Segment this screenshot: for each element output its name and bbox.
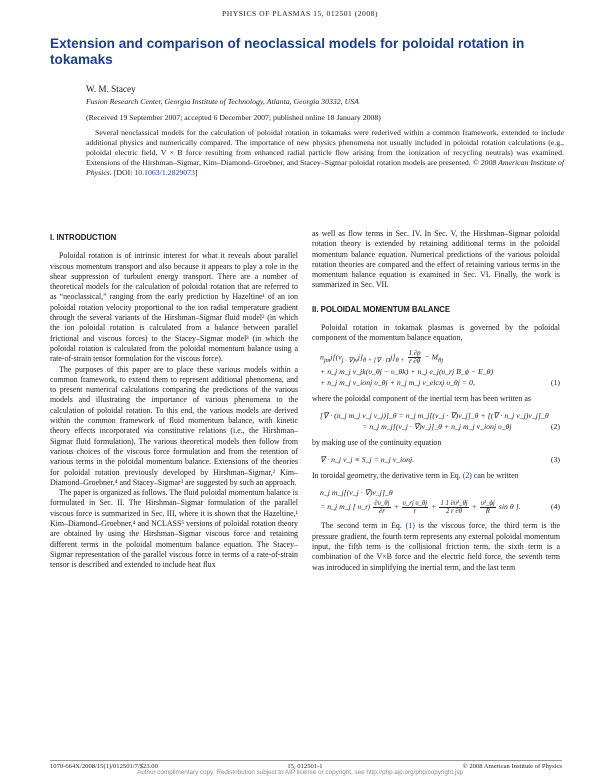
pmb-paragraph-3: by making use of the continuity equation [312, 437, 442, 447]
eq4-fraction-3 [439, 500, 468, 515]
intro-paragraph-2: The purposes of this paper are to place these various models within a common framework, to extend them to represent additional phenomena, and to present numerical calculations comparing the predictions of the various models and illustrating the importance of various phenomena to the calculation of poloidal rotation. To this end, the various models are derived within the common framework of fluid momentum balance, with kinetic theory effects incorporated via constitutive relations (i.e., the Hirshman–Sigmar fluid formulation). The various theoretical models then follow from various choices of the viscous force formulation and from the retention of various terms in the poloidal momentum balance. Extensions of the theories for poloidal rotation previously developed by Hirshman–Sigmar,² Kim–Diamond–Groebner,⁴ and Stacey–Sigmar³ are suggested by such an approach. [50, 364, 298, 487]
eq1-line3-text: + n_j m_j ν_ionj υ_θj + n_j m_j ν_elcxj υ_θj = 0, [320, 377, 475, 387]
eq1-sub: θ + [∇ · Π [362, 356, 391, 364]
equation-1-number: (1) [550, 377, 560, 387]
eq1-term: n [320, 351, 324, 361]
eq4-f2-top: υ_rj υ_θj [402, 500, 428, 508]
footer-divider [50, 760, 562, 761]
pmb-paragraph-1: Poloidal rotation in tokamak plasmas is governed by the poloidal component of the momentum balance equation, [312, 323, 560, 343]
footer-page-number: 15, 012501-1 [287, 763, 323, 770]
equation-3-number: (3) [550, 455, 560, 465]
eq1-sub: θ + [395, 356, 405, 364]
eq1-sub: j · ∇)v [341, 356, 358, 364]
eq2-line2-text: = n_j m_j[(v_j · ∇)v_j]_θ + n_j m_j ν_ionj υ_θj [362, 421, 512, 431]
doi-link[interactable]: 10.1063/1.2829073 [134, 168, 195, 178]
eq1-term: j[(v [330, 351, 342, 361]
eq4-f4-bot: R [485, 508, 490, 516]
intro-paragraph-3: The paper is organized as follows. The fluid poloidal momentum balance is formulated in Sec. II. The Hirshman–Sigmar formulation of the parallel viscous force is summarized in Sec. III, where it is shown that the Hazeltine,¹ Kim–Diamond–Groebner,⁴ and NCLASS⁵ versions of poloidal rotation theory are obtained by using the Hirshman–Sigmar viscous force and retaining different terms in the poloidal momentum balance equation. The Stacey–Sigmar representation of the parallel viscous force in terms of a rate-of-strain tensor is described and extended to include heat flux [50, 488, 298, 570]
eq4-f1-top: ∂υ_θj [374, 500, 390, 508]
equation-2-reference-link[interactable]: (2) [462, 471, 472, 481]
abstract-text: Several neoclassical models for the calculation of poloidal rotation in tokamaks were rederived within a common framework, extended to include additional physics and numerically compared. The importance of new physics phenomena not usually included in poloidal rotation calculations (e.g., poloidal electric field, V × B force resulting from enhanced radial particle flow arising from the ionization of recycling neutrals) was examined. Extensions of the Hirshman–Sigmar, Kim–Diamond–Groebner, and Stacey–Sigmar poloidal rotation models are presented. [86, 128, 564, 168]
equation-1-line-1 [320, 350, 560, 366]
footer-copyright: © 2008 American Institute of Physics [462, 763, 562, 770]
eq4-f4-top: υ²_ϕj [480, 500, 495, 508]
eq4-f2-bot: r [413, 508, 417, 516]
intro-continued-paragraph: as well as flow terms in Sec. IV. In Sec. V, the Hirshman–Sigmar poloidal rotation theory is extended by retaining additional terms in the poloidal momentum balance equation. Numerical predictions of the various poloidal rotation theories are compared and the effect of retaining various terms in the momentum balance equation is examined in Sec. VI. Finally, the work is summarized in Sec. VII. [312, 229, 560, 290]
eq4-fraction-2 [402, 500, 429, 515]
equation-4 [312, 487, 560, 515]
author-affiliation: Fusion Research Center, Georgia Institute of Technology, Atlanta, Georgia 30332, USA [86, 97, 359, 106]
equation-2-line-2 [320, 421, 560, 432]
pmb-paragraph-5 [312, 521, 560, 572]
equation-1 [312, 350, 560, 388]
abstract-copyright: © 2008 American Institute of Physics. [86, 158, 564, 178]
left-column [50, 229, 298, 571]
equation-2 [312, 410, 560, 432]
eq1-term: j] [390, 351, 396, 361]
running-header: PHYSICS OF PLASMAS 15, 012501 (2008) [222, 9, 378, 18]
eq3-text: ∇ · n_j v_j ≡ S_j = n_j ν_ionj. [320, 455, 415, 465]
pmb-p5-text-b: is the viscous force, the third term is the pressure gradient, the fourth term represents any external poloidal momentum input, the fifth term is the collisional friction term, the sixth term is a combination of the V×B force and the electric field force, the seventh term was introduced in simplifying the inertial term, and the last term [312, 521, 560, 572]
doi-suffix: ] [194, 168, 198, 178]
eq1-term: j] [357, 351, 363, 361]
equation-4-line-2 [320, 498, 560, 515]
eq4-term: sin θ ]. [498, 502, 521, 512]
pmb-p4-text-a: In toroidal geometry, the derivative term in Eq. [312, 471, 463, 481]
equation-2-line-1: [∇ · (n_j m_j v_j v_j)]_θ = n_j m_j[(v_j · ∇)v_j]_θ + [(∇ · n_j v_j)v_j]_θ [320, 410, 549, 420]
eq4-term: = n_j m_j [ υ_rj [320, 502, 371, 512]
equation-1-line-3 [320, 377, 560, 388]
pmb-paragraph-4 [312, 471, 560, 481]
eq1-sub: jm [323, 356, 331, 364]
eq1-term: − M [424, 351, 439, 361]
equation-1-line-2: + n_j m_j ν_jk(υ_θj − υ_θk) + n_j e_j(υ_rj B_ϕ − E_θ) [320, 366, 494, 376]
eq1-frac-top: 1 ∂p [408, 349, 421, 357]
received-dates: (Received 19 September 2007; accepted 6 December 2007; published online 18 January 2008) [86, 113, 381, 122]
footer-issn-price: 1070-664X/2008/15(1)/012501/7/$23.00 [50, 763, 158, 770]
section-heading-poloidal-momentum-balance: II. POLOIDAL MOMENTUM BALANCE [312, 304, 451, 314]
eq4-term: + [393, 502, 399, 512]
equation-4-number: (4) [550, 502, 560, 512]
equation-1-reference-link[interactable]: (1) [405, 521, 415, 531]
author-name: W. M. Stacey [86, 84, 136, 94]
equation-3-line [320, 454, 560, 465]
eq1-fraction [408, 350, 422, 365]
eq4-term: + [431, 502, 437, 512]
eq4-term: + [471, 502, 477, 512]
redistribution-notice: Author complimentary copy. Redistribution subject to AIP license or copyright, see http://php.aip.org/php/copyright.jsp [137, 769, 463, 776]
equation-3 [312, 454, 560, 465]
pmb-p4-text-b: can be written [471, 471, 519, 481]
eq4-f1-bot: ∂r [378, 508, 385, 516]
section-heading-introduction: I. INTRODUCTION [50, 233, 117, 242]
article-title: Extension and comparison of neoclassical models for poloidal rotation in tokamaks [50, 36, 525, 67]
eq4-f3-top: 1 1 ∂υ²_θj [440, 500, 468, 508]
abstract [86, 128, 564, 178]
right-column [312, 229, 560, 573]
eq4-fraction-4 [480, 500, 496, 515]
pmb-paragraph-2: where the poloidal component of the inertial term has been written as [312, 393, 531, 403]
eq4-fraction-1 [373, 500, 390, 515]
eq4-f3-bot: 2 r ∂θ [445, 508, 463, 516]
equation-4-line-1: n_j m_j[(v_j · ∇)v_j]_θ [320, 488, 393, 498]
pmb-p5-text-a: The second term in Eq. [321, 521, 406, 531]
eq1-sub: θj [438, 356, 444, 364]
equation-2-number: (2) [550, 421, 560, 431]
doi-prefix: [DOI: [113, 168, 135, 178]
eq1-frac-bot: r ∂θ [409, 357, 421, 365]
intro-paragraph-1: Poloidal rotation is of intrinsic interest for what it reveals about parallel viscous momentum transport and also because it appears to play a role in the shear suppression of turbulent energy transport. There are a number of theoretical models for the calculation of poloidal rotation that are referred to as “neoclassical,” ranging from the early prediction by Hazeltine¹ of an ion poloidal rotation velocity proportional to the ion radial temperature gradient through the several variants of the Hirshman–Sigmar fluid model² (in which the ion poloidal rotation is calculated from a balance between parallel frictional and viscous forces) to the Stacey–Sigmar model³ (in which the poloidal rotation is calculated from the poloidal momentum balance using a rate-of-strain tensor formulation for the viscous force). [50, 251, 298, 364]
